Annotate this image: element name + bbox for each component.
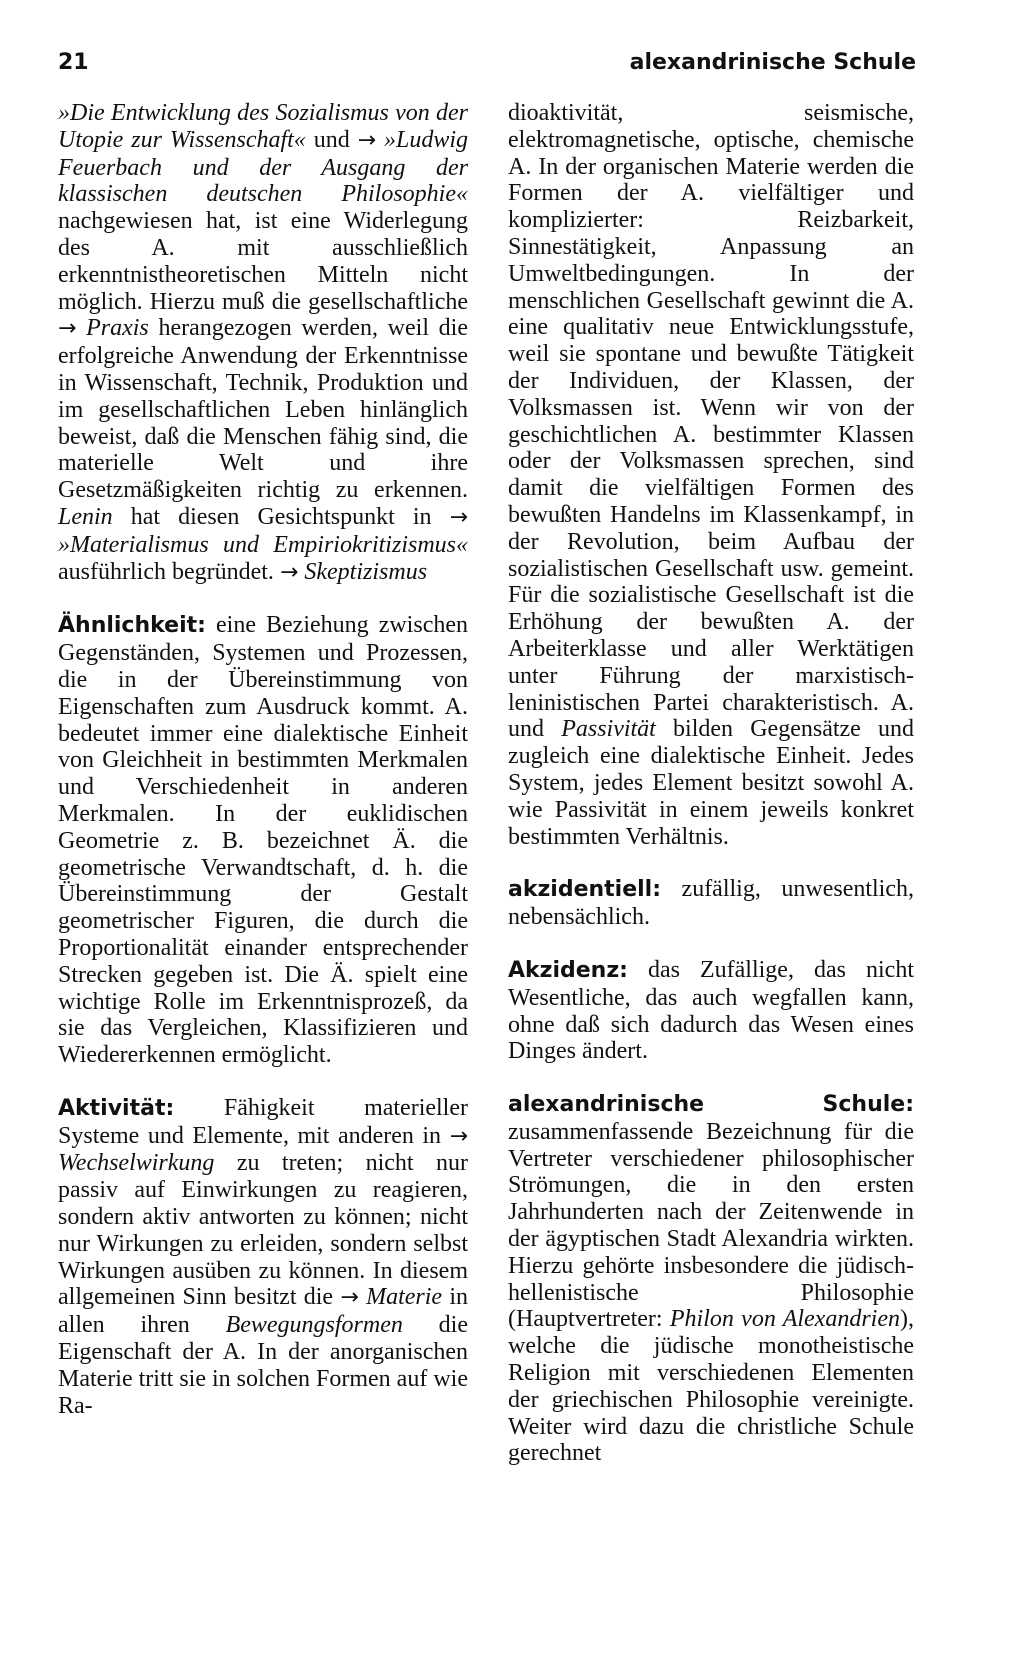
- cross-reference: »Materialismus und Empiriokritizismus«: [58, 531, 468, 558]
- cross-reference: »Die Entwicklung des Sozialismus von der Utopie zur Wissenschaft«: [58, 100, 468, 153]
- page-header: [58, 50, 916, 90]
- headword: Aktivität:: [58, 1095, 175, 1121]
- see-arrow-icon: →: [449, 1123, 468, 1149]
- running-head: alexandrinische Schule: [629, 50, 916, 75]
- entry-body: [508, 1119, 914, 1467]
- see-arrow-icon: →: [279, 559, 299, 585]
- text-run: in allen ihren: [58, 1284, 469, 1339]
- text-run: dioaktivität, seismische, elektromagnetische, optische, chemische A. In der organischen Materie werden die Formen der A. vielfältiger und komplizierter: Reizbarkeit, Sinnestätigkeit, Anpassung an Umweltbedingungen. In der menschlichen Gesellschaft gewinnt die A. eine qualitativ neue Entwicklungsstufe, weil sie spontane und bewußte Tätigkeit der Individuen, der Klassen, der Volksmassen ist. Wenn wir von der geschichtlichen A. bestimmter Klassen oder der Volksmassen sprechen, sind damit die vielfältigen Formen des bewußten Handelns im Klassenkampf, in der Revolution, beim Aufbau der sozialistischen Gesellschaft usw. gemeint. Für die sozialistische Gesellschaft ist die Erhöhung der bewußten A. der Arbeiterklasse und aller Werktätigen unter Führung der marxistisch-leninistischen Partei charakteristisch. A. und: [508, 100, 914, 743]
- see-arrow-icon: →: [340, 1285, 359, 1311]
- text-run: nachgewiesen hat, ist eine Widerlegung des A. mit ausschließlich erkenntnistheoretischen Mitteln nicht möglich. Hierzu muß die gesellschaftliche: [58, 208, 468, 315]
- entry-alexandrinische-schule: [508, 1091, 914, 1467]
- cross-reference: Bewegungsformen: [225, 1312, 403, 1339]
- left-column: [58, 100, 468, 1445]
- see-arrow-icon: →: [357, 127, 377, 153]
- right-column: [508, 100, 914, 1493]
- entry-akzidenz: [508, 957, 914, 1065]
- cross-reference: Materie: [366, 1284, 443, 1311]
- cross-reference: Philon von Alexandrien: [669, 1306, 900, 1333]
- text-run: zusammenfassende Bezeichnung für die Vertreter verschiedener philosophischer Strömungen, die in den ersten Jahrhunderten nach der Zeitenwende in der ägyptischen Stadt Alexandria wirkten. Hierzu gehörte insbesondere die jüdisch-hellenistische Philosophie (Hauptvertreter:: [508, 1118, 914, 1333]
- entry-continuation: [58, 100, 468, 586]
- cross-reference: Praxis: [86, 315, 149, 342]
- headword: alexandrinische Schule:: [508, 1092, 914, 1118]
- page-number: 21: [58, 50, 89, 75]
- text-run: herangezogen werden, weil die erfolgreiche Anwendung der Erkenntnisse in Wissenschaft, Technik, Produktion und im gesellschaftlichen Leben hinlänglich beweist, daß die Menschen fähig sind, die materielle Welt und ihre Gesetzmäßigkeiten richtig zu erkennen.: [58, 315, 468, 504]
- text-run: zufällig, unwesentlich, nebensächlich.: [508, 876, 914, 931]
- entry-aehnlichkeit: [58, 612, 468, 1069]
- headword: Ähnlichkeit:: [58, 613, 206, 639]
- text-run: ), welche die jüdische monotheistische Religion mit verschiedenen Elementen der griechischen Philosophie vereinigte. Weiter wird dazu die christliche Schule gerechnet: [508, 1306, 914, 1467]
- entry-aktivitaet: [58, 1095, 468, 1420]
- entry-akzidentiell: [508, 876, 914, 931]
- text-run: [76, 315, 86, 341]
- entry-continuation: [508, 100, 914, 850]
- entry-body: [58, 612, 468, 1068]
- text-run: [359, 1284, 366, 1310]
- text-run: ausführlich begründet.: [58, 558, 280, 585]
- text-run: [376, 127, 384, 153]
- text-run: Fähigkeit materieller Systeme und Elemente, mit anderen in: [58, 1094, 468, 1149]
- cross-reference: Passivität: [561, 716, 656, 743]
- headword: Akzidenz:: [508, 957, 628, 983]
- text-run: hat diesen Gesichtspunkt in: [112, 503, 450, 530]
- text-run: das Zufällige, das nicht Wesentliche, das auch wegfallen kann, ohne daß sich dadurch das Wesen eines Dinges ändert.: [508, 956, 914, 1065]
- see-arrow-icon: →: [449, 504, 468, 530]
- cross-reference: »Ludwig Feuerbach und der Ausgang der klassischen deutschen Philosophie«: [58, 126, 468, 208]
- headword: akzidentiell:: [508, 877, 662, 903]
- text-run: eine Beziehung zwischen Gegenständen, Systemen und Prozessen, die in der Übereinstimmung von Eigenschaften zum Ausdruck kommt. A. bedeutet immer eine dialektische Einheit von Gleichheit in bestimmten Merkmalen und Verschiedenheit in anderen Merkmalen. In der euklidischen Geometrie z. B. bezeichnet Ä. die geometrische Verwandtschaft, d. h. die Übereinstimmung der Gestalt geometrischer Figuren, die durch die Proportionalität einander entsprechender Strecken gegeben ist. Die Ä. spielt eine wichtige Rolle im Erkenntnisprozeß, da sie das Vergleichen, Klassifizieren und Wiedererkennen ermöglicht.: [58, 612, 468, 1069]
- cross-reference: Skeptizismus: [304, 558, 428, 585]
- text-run: zu treten; nicht nur passiv auf Einwirkungen zu reagieren, sondern aktiv antworten zu können; nicht nur Wirkungen zu erleiden, sondern selbst Wirkungen ausüben zu können. In diesem allgemeinen Sinn besitzt die: [58, 1150, 468, 1311]
- cross-reference: Wechselwirkung: [58, 1150, 215, 1177]
- entry-body: [58, 1095, 468, 1419]
- text-run: und: [305, 126, 358, 153]
- text-run: bilden Gegensätze und zugleich eine dialektische Einheit. Jedes System, jedes Element besitzt sowohl A. wie Passivität in einem jeweils konkret bestimmten Verhältnis.: [508, 716, 914, 850]
- text-run: die Eigenschaft der A. In der anorganischen Materie tritt sie in solchen Formen auf wie Ra-: [58, 1312, 468, 1419]
- see-arrow-icon: →: [58, 316, 77, 342]
- cross-reference: Lenin: [58, 503, 113, 530]
